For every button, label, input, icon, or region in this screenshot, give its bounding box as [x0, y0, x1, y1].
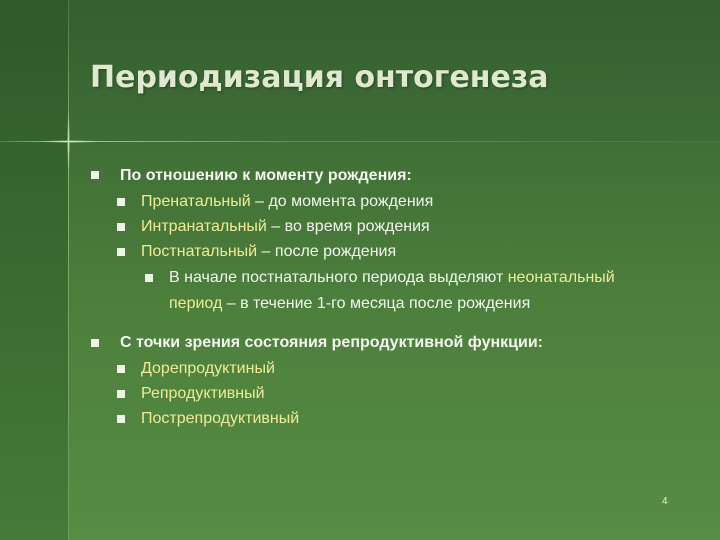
- list-item-prereproductive: Дорепродуктиный: [141, 360, 275, 377]
- list-item-postnatal: [141, 242, 396, 262]
- square-bullet-icon: [145, 274, 153, 282]
- square-bullet-icon: [117, 415, 125, 423]
- light-flare-vertical: [67, 110, 70, 174]
- section-heading-reproductive: С точки зрения состояния репродуктивной функции:: [120, 334, 543, 351]
- square-bullet-icon: [91, 171, 99, 179]
- neonatal-intro-text: В начале постнатального периода выделяют: [169, 269, 508, 286]
- square-bullet-icon: [117, 390, 125, 398]
- square-bullet-icon: [117, 198, 125, 206]
- term-prenatal: Пренатальный: [141, 193, 251, 210]
- horizontal-divider: [0, 141, 720, 142]
- square-bullet-icon: [117, 248, 125, 256]
- list-item-reproductive: Репродуктивный: [141, 385, 265, 402]
- section-heading-birth: По отношению к моменту рождения:: [120, 167, 412, 184]
- slide-title: Периодизация онтогенеза: [90, 60, 549, 95]
- list-item-prenatal: [141, 192, 433, 212]
- left-column-band: [0, 0, 68, 540]
- square-bullet-icon: [117, 365, 125, 373]
- sub-item-neonatal-line2: [169, 294, 530, 314]
- term-intranatal: Интранатальный: [141, 218, 267, 235]
- desc-prenatal: – до момента рождения: [250, 193, 434, 210]
- vertical-divider: [68, 0, 69, 540]
- list-item-postreproductive: Пострепродуктивный: [141, 410, 300, 427]
- desc-postnatal: – после рождения: [257, 243, 397, 260]
- square-bullet-icon: [91, 339, 99, 347]
- desc-intranatal: – во время рождения: [266, 218, 430, 235]
- list-item-intranatal: [141, 217, 430, 237]
- term-neonatal: неонатальный: [507, 269, 615, 286]
- light-flare: [40, 140, 100, 143]
- neonatal-duration-text: – в течение 1-го месяца после рождения: [222, 295, 531, 312]
- term-postnatal: Постнатальный: [141, 243, 258, 260]
- page-number: 4: [662, 496, 668, 507]
- term-period: период: [169, 295, 223, 312]
- sub-item-neonatal-line1: [169, 268, 615, 288]
- square-bullet-icon: [117, 223, 125, 231]
